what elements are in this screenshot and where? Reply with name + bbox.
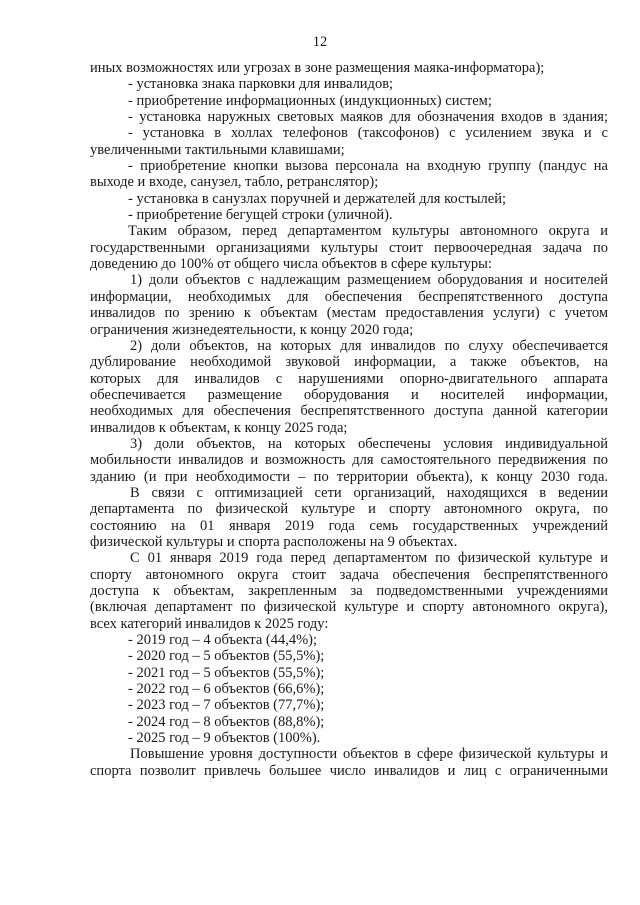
text-line: - приобретение кнопки вызова персонала на входную группу (пандус на	[128, 158, 608, 175]
text-line: - 2021 год – 5 объектов (55,5%);	[128, 664, 325, 681]
text-line: увеличенными тактильными клавишами;	[90, 141, 345, 158]
text-line: - 2019 год – 4 объекта (44,4%);	[128, 632, 318, 649]
text-line: - приобретение бегущей строки (уличной).	[128, 207, 393, 224]
text-line: доведению до 100% от общего числа объектов в сфере культуры:	[90, 256, 492, 273]
text-line: - установка в санузлах поручней и держателей для костылей;	[128, 190, 506, 207]
text-line: - 2020 год – 5 объектов (55,5%);	[128, 648, 325, 665]
text-line: - 2022 год – 6 объектов (66,6%);	[128, 681, 325, 698]
text-line: необходимых для обеспечения беспрепятственного доступа данной категории	[90, 403, 608, 420]
text-line: обеспечивается размещение оборудования и носителей информации,	[90, 386, 608, 403]
text-line: Таким образом, перед департаментом культуры автономного округа и	[128, 223, 608, 240]
text-line: иных возможностях или угрозах в зоне размещения маяка-информатора);	[90, 60, 545, 76]
text-line: выходе и входе, санузел, табло, ретранслятор);	[90, 174, 379, 191]
text-line: спорту автономного округа стоит задача обеспечения беспрепятственного	[90, 566, 608, 583]
text-line: которых для инвалидов с нарушениями опорно-двигательного аппарата	[90, 370, 608, 387]
text-line: С 01 января 2019 года перед департаментом по физической культуре и	[130, 550, 608, 567]
text-line: зданию (и при необходимости – по территории объекта), к концу 2030 года.	[90, 468, 608, 485]
text-line: состоянию на 01 января 2019 года семь государственных учреждений	[90, 517, 608, 534]
text-line: доступа к объектам, закрепленным за подведомственными учреждениями	[90, 583, 608, 599]
text-line: дублирование необходимой звуковой информации, а также объектов, на	[90, 354, 608, 371]
text-line: В связи с оптимизацией сети организаций, находящихся в ведении	[130, 484, 608, 501]
text-line: Повышение уровня доступности объектов в сфере физической культуры и	[130, 746, 608, 763]
text-line: физической культуры и спорта расположены на 9 объектах.	[90, 533, 458, 550]
text-line: - установка в холлах телефонов (таксофонов) с усилением звука и с	[128, 125, 608, 142]
text-line: (включая департамент по физической культуре и спорту автономного округа),	[90, 599, 608, 616]
text-line: 3) доли объектов, на которых обеспечены условия индивидуальной	[130, 435, 608, 452]
page-number: 12	[312, 34, 328, 50]
text-line: 2) доли объектов, на которых для инвалидов по слуху обеспечивается	[130, 337, 608, 354]
text-line: инвалидов к объектам, к концу 2025 года;	[90, 419, 348, 436]
text-line: инвалидов по зрению к объектам (местам предоставления услуги) с учетом	[90, 305, 608, 322]
text-line: - установка знака парковки для инвалидов;	[128, 76, 394, 93]
text-line: спорта позволит привлечь большее число инвалидов и лиц с ограниченными	[90, 762, 608, 779]
text-line: департамента по физической культуре и спорту автономного округа, по	[90, 501, 608, 518]
text-line: - 2025 год – 9 объектов (100%).	[128, 730, 321, 747]
text-line: - установка наружных световых маяков для обозначения входов в здания;	[128, 109, 608, 126]
text-line: мобильности инвалидов и возможность для самостоятельного передвижения по	[90, 452, 608, 469]
text-line: - 2024 год – 8 объектов (88,8%);	[128, 713, 325, 730]
text-line: 1) доли объектов с надлежащим размещением оборудования и носителей	[130, 272, 608, 289]
text-line: ограничения жизнедеятельности, к концу 2020 года;	[90, 321, 414, 338]
text-line: государственными организациями культуры стоит первоочередная задача по	[90, 239, 608, 256]
text-line: - 2023 год – 7 объектов (77,7%);	[128, 697, 325, 714]
text-line: информации, необходимых для обеспечения беспрепятственного доступа	[90, 288, 608, 305]
text-line: - приобретение информационных (индукционных) систем;	[128, 92, 492, 109]
text-line: всех категорий инвалидов к 2025 году:	[90, 615, 329, 632]
document-body	[90, 60, 608, 779]
